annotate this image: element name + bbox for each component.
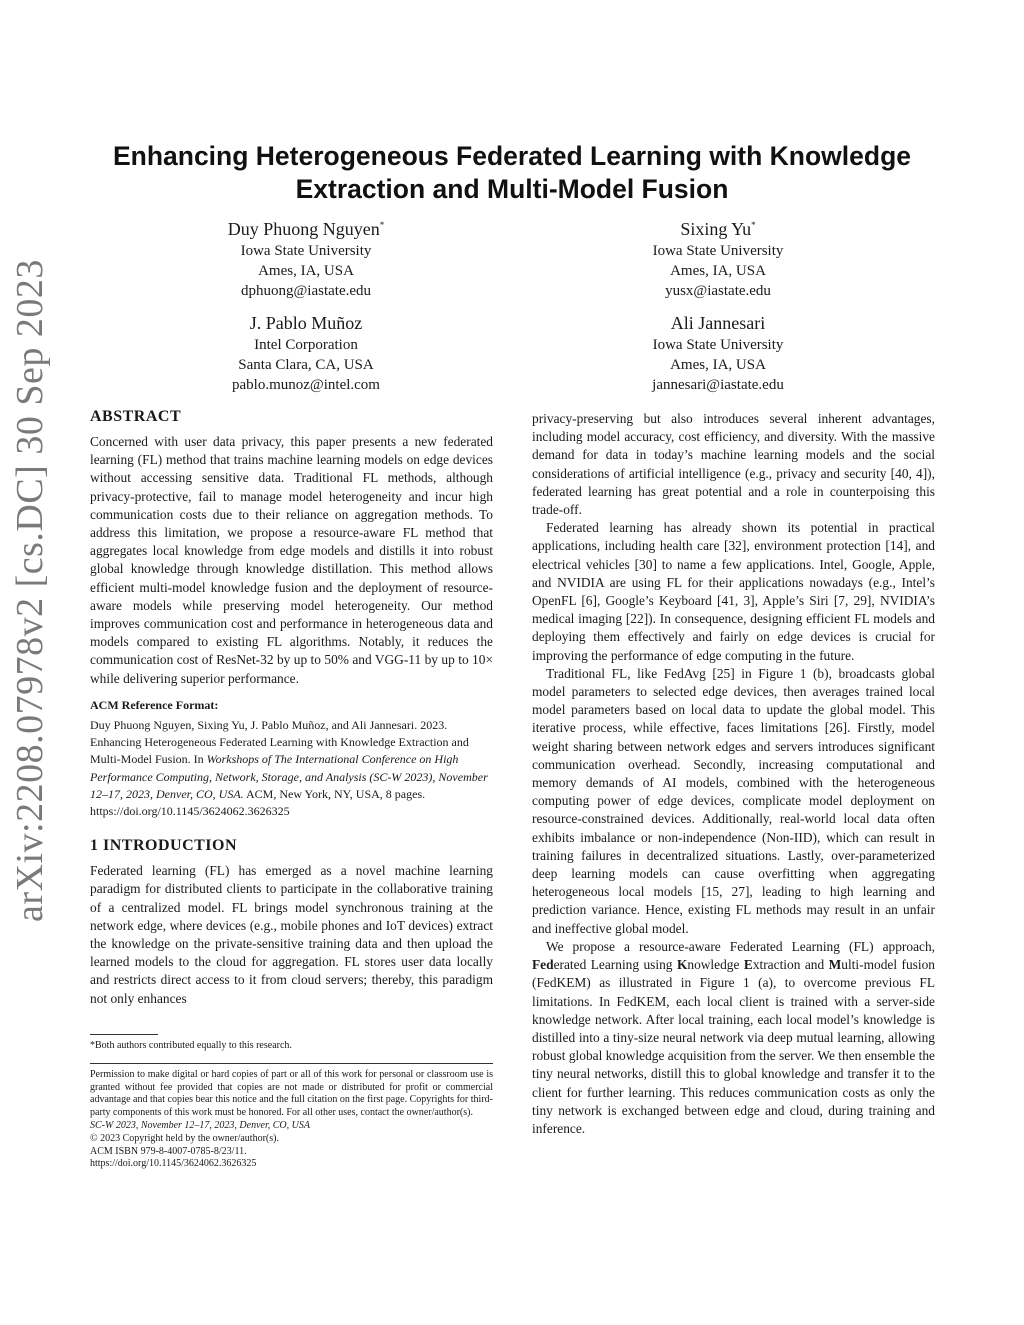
permission-rule [90, 1063, 493, 1064]
author-name: Duy Phuong Nguyen* [227, 219, 385, 239]
introduction-heading: 1 INTRODUCTION [90, 837, 238, 855]
reference-venue: Workshops of The International Conference on High Performance Computing, Network, Storage, and Analysis (SC-W 2023), November 12–17, 2023, Denver, CO, USA. [90, 752, 488, 801]
equal-contribution-note: *Both authors contributed equally to this research. [90, 1040, 292, 1051]
footnotes [90, 1034, 493, 1171]
author-email[interactable]: dphuong@iastate.edu [240, 283, 372, 299]
author-block-3 [136, 312, 476, 395]
doi-line[interactable]: https://doi.org/10.1145/3624062.3626325 [90, 1158, 257, 1170]
right-column [532, 410, 935, 1138]
author-email[interactable]: jannesari@iastate.edu [652, 377, 784, 393]
body-paragraph: Federated learning has already shown its potential in practical applications, including health care [32], environment protection [14], and electrical vehicles [30] to name a few applications. Intel, Google, Apple, and NVIDIA are using FL for their applications nowadays (e.g., Intel’s OpenFL [6], Google’s Keyboard [41, 3], Apple’s Siri [7, 29], NVIDIA’s medical imaging [22]). In consequence, designing efficient FL models and deploying them effectively and fairly on edge devices is crucial for improving the performance of edge computing in the future. [532, 520, 935, 663]
reference-doi[interactable]: https://doi.org/10.1145/3624062.3626325 [90, 804, 290, 819]
isbn-line: ACM ISBN 979-8-4007-0785-8/23/11. [90, 1145, 247, 1157]
body-paragraph: Traditional FL, like FedAvg [25] in Figure 1 (b), broadcasts global model parameters to selected edge devices, then averages trained local model parameters based on local data to update the global model. This iterative process, while effective, faces limitations [26]. Firstly, model weight sharing between network edges and servers introduces significant communication overhead. Secondly, increasing computational and memory demands of AI models, combined with the heterogeneous computing power of edge devices, complicate model deployment on resource-constrained devices. Additionally, real-world local data often exhibits imbalance or non-independence (Non-IID), which can result in training failures in decentralized situations. Lastly, over-parameterized deep learning models can cause overfitting when aggregating heterogeneous local models [15, 27], leading to high learning and prediction variance. Hence, existing FL methods may result in an unfair and ineffective global model. [532, 665, 935, 936]
author-name: J. Pablo Muñoz [249, 313, 363, 333]
title-line-2: Extraction and Multi-Model Fusion [295, 174, 729, 204]
footnote-rule [90, 1034, 158, 1035]
author-location: Santa Clara, CA, USA [238, 357, 374, 373]
body-paragraph: privacy-preserving but also introduces several inherent advantages, including model accuracy, cost efficiency, and diversity. With the massive demand for data in today’s machine learning models and the social considerations of artificial intelligence (e.g., privacy and security [40, 4]), federated learning has great potential and a role in counterpoising this trade-off. [532, 411, 935, 518]
reference-title: Enhancing Heterogeneous Federated Learning with Knowledge Extraction and Multi-Model Fusion. In [90, 735, 469, 767]
author-block-1 [136, 214, 476, 301]
author-email[interactable]: pablo.munoz@intel.com [232, 377, 380, 393]
author-location: Ames, IA, USA [670, 263, 766, 279]
conference-line: SC-W 2023, November 12–17, 2023, Denver, CO, USA [90, 1119, 310, 1131]
abstract-heading: ABSTRACT [90, 408, 182, 425]
author-email[interactable]: yusx@iastate.edu [665, 283, 771, 299]
reference-publisher: ACM, New York, NY, USA, 8 pages. [246, 786, 426, 801]
author-block-4 [548, 312, 888, 395]
author-affiliation: Iowa State University [652, 337, 784, 353]
acm-reference-heading: ACM Reference Format: [90, 697, 219, 712]
permission-notice: Permission to make digital or hard copies of part or all of this work for personal or classroom use is granted without fee provided that copies are not made or distributed for profit or commercial advantage and that copies bear this notice and the full citation on the first page. Copyrights for third-party components of this work must be honored. For all other uses, contact the owner/author(s). [90, 1068, 493, 1119]
author-location: Ames, IA, USA [670, 357, 766, 373]
copyright-line: © 2023 Copyright held by the owner/author(s). [90, 1132, 279, 1144]
author-affiliation: Iowa State University [652, 243, 784, 259]
title-line-1: Enhancing Heterogeneous Federated Learning with Knowledge [112, 141, 912, 171]
arxiv-identifier-stamp: arXiv:2208.07978v2 [cs.DC] 30 Sep 2023 [9, 259, 51, 922]
author-affiliation: Iowa State University [240, 243, 372, 259]
acm-reference-body [90, 717, 493, 820]
left-column [90, 407, 493, 1008]
introduction-paragraph: Federated learning (FL) has emerged as a novel machine learning paradigm for distributed clients to participate in the collaborative training of a centralized model. FL brings model synchronous training at the network edge, where devices (e.g., mobile phones and IoT devices) extract the knowledge on the private-sensitive training data and then upload the learned models to the cloud for aggregation. FL stores user data locally and restricts direct access to it from cloud servers; thereby, this paradigm not only enhances [90, 863, 493, 1006]
author-name: Ali Jannesari [670, 313, 766, 333]
abstract-text: Concerned with user data privacy, this paper presents a new federated learning (FL) method that trains machine learning models on edge devices without accessing sensitive data. Traditional FL methods, although privacy-protective, fail to manage model heterogeneity and incur high communication costs due to their reliance on aggregation methods. To address this limitation, we propose a resource-aware FL method that aggregates local knowledge from edge models and distills it into robust global knowledge through knowledge distillation. This method allows efficient multi-model knowledge fusion and the deployment of resource-aware models while preserving model heterogeneity. Our method improves communication cost and performance in heterogeneous data and models compared to existing FL algorithms. Notably, it reduces the communication cost of ResNet-32 by up to 50% and VGG-11 by up to 10× while delivering superior performance. [90, 434, 493, 686]
paper-title [60, 140, 964, 206]
author-name: Sixing Yu* [680, 219, 756, 239]
author-block-2 [548, 214, 888, 301]
body-paragraph-fedkem: We propose a resource-aware Federated Learning (FL) approach, Federated Learning using Knowledge Extraction and Multi-model fusion (FedKEM) as illustrated in Figure 1 (a), to overcome previous FL limitations. In FedKEM, each local client is trained with a server-side knowledge network. After local training, each local model’s knowledge is distilled into a tiny-size neural network via deep mutual learning, allowing robust global knowledge acquisition from the server. We then ensemble the tiny neural networks, distill this to global knowledge and transfer it to the client for further learning. This reduces communication costs as only the tiny network is exchanged between edge and cloud, during training and inference. [532, 938, 935, 1136]
author-affiliation: Intel Corporation [254, 337, 358, 353]
reference-authors: Duy Phuong Nguyen, Sixing Yu, J. Pablo Muñoz, and Ali Jannesari. 2023. [90, 718, 448, 733]
author-location: Ames, IA, USA [258, 263, 354, 279]
